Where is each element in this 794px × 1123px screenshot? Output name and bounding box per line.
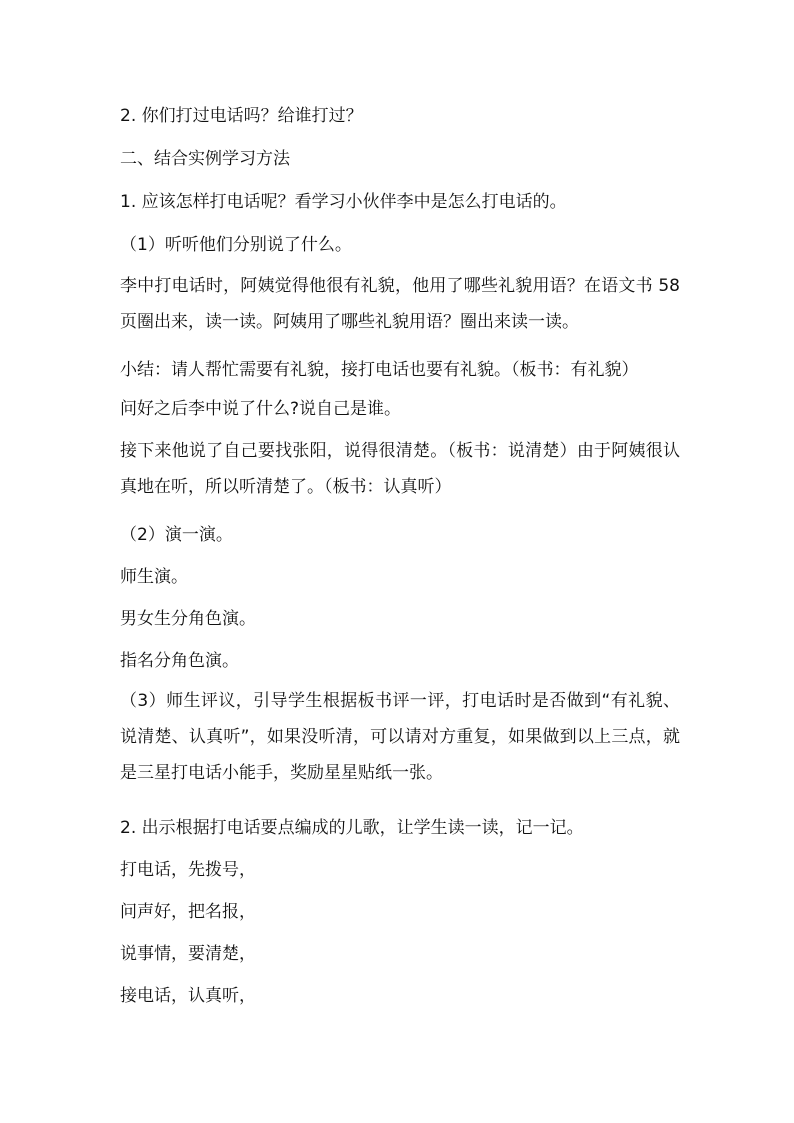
body-paragraph: （3）师生评议，引导学生根据板书评一评，打电话时是否做到“有礼貌、说清楚、认真听”，如果没听清，可以请对方重复，如果做到以上三点，就是三星打电话小能手，奖励星星贴纸一张。 [120,691,680,783]
section-heading: 二、结合实例学习方法 [120,149,290,169]
rhyme-line: 打电话，先拨号， [120,860,256,880]
body-line: 问好之后李中说了什么?说自己是谁。 [120,399,402,419]
step-heading: 2. 出示根据打电话要点编成的儿歌，让学生读一读，记一记。 [120,818,584,838]
sub-step: （2）演一演。 [120,525,233,545]
body-paragraph: 接下来他说了自己要找张阳，说得很清楚。（板书：说清楚）由于阿姨很认真地在听，所以听清楚了。（板书：认真听） [120,441,680,497]
rhyme-line: 问声好，把名报， [120,902,256,922]
body-line: 男女生分角色演。 [120,609,256,629]
question-line: 2. 你们打过电话吗？给谁打过？ [120,106,363,126]
rhyme-line: 说事情，要清楚， [120,944,256,964]
step-heading: 1. 应该怎样打电话呢？看学习小伙伴李中是怎么打电话的。 [120,192,567,212]
rhyme-line: 接电话，认真听， [120,986,256,1006]
body-line: 师生演。 [120,567,188,587]
sub-step: （1）听听他们分别说了什么。 [120,235,352,255]
summary-line: 小结：请人帮忙需要有礼貌，接打电话也要有礼貌。（板书：有礼貌） [120,360,639,380]
body-paragraph: 李中打电话时，阿姨觉得他很有礼貌，他用了哪些礼貌用语？在语文书 58 页圈出来，读一读。阿姨用了哪些礼貌用语？圈出来读一读。 [120,276,680,332]
body-line: 指名分角色演。 [120,651,239,671]
